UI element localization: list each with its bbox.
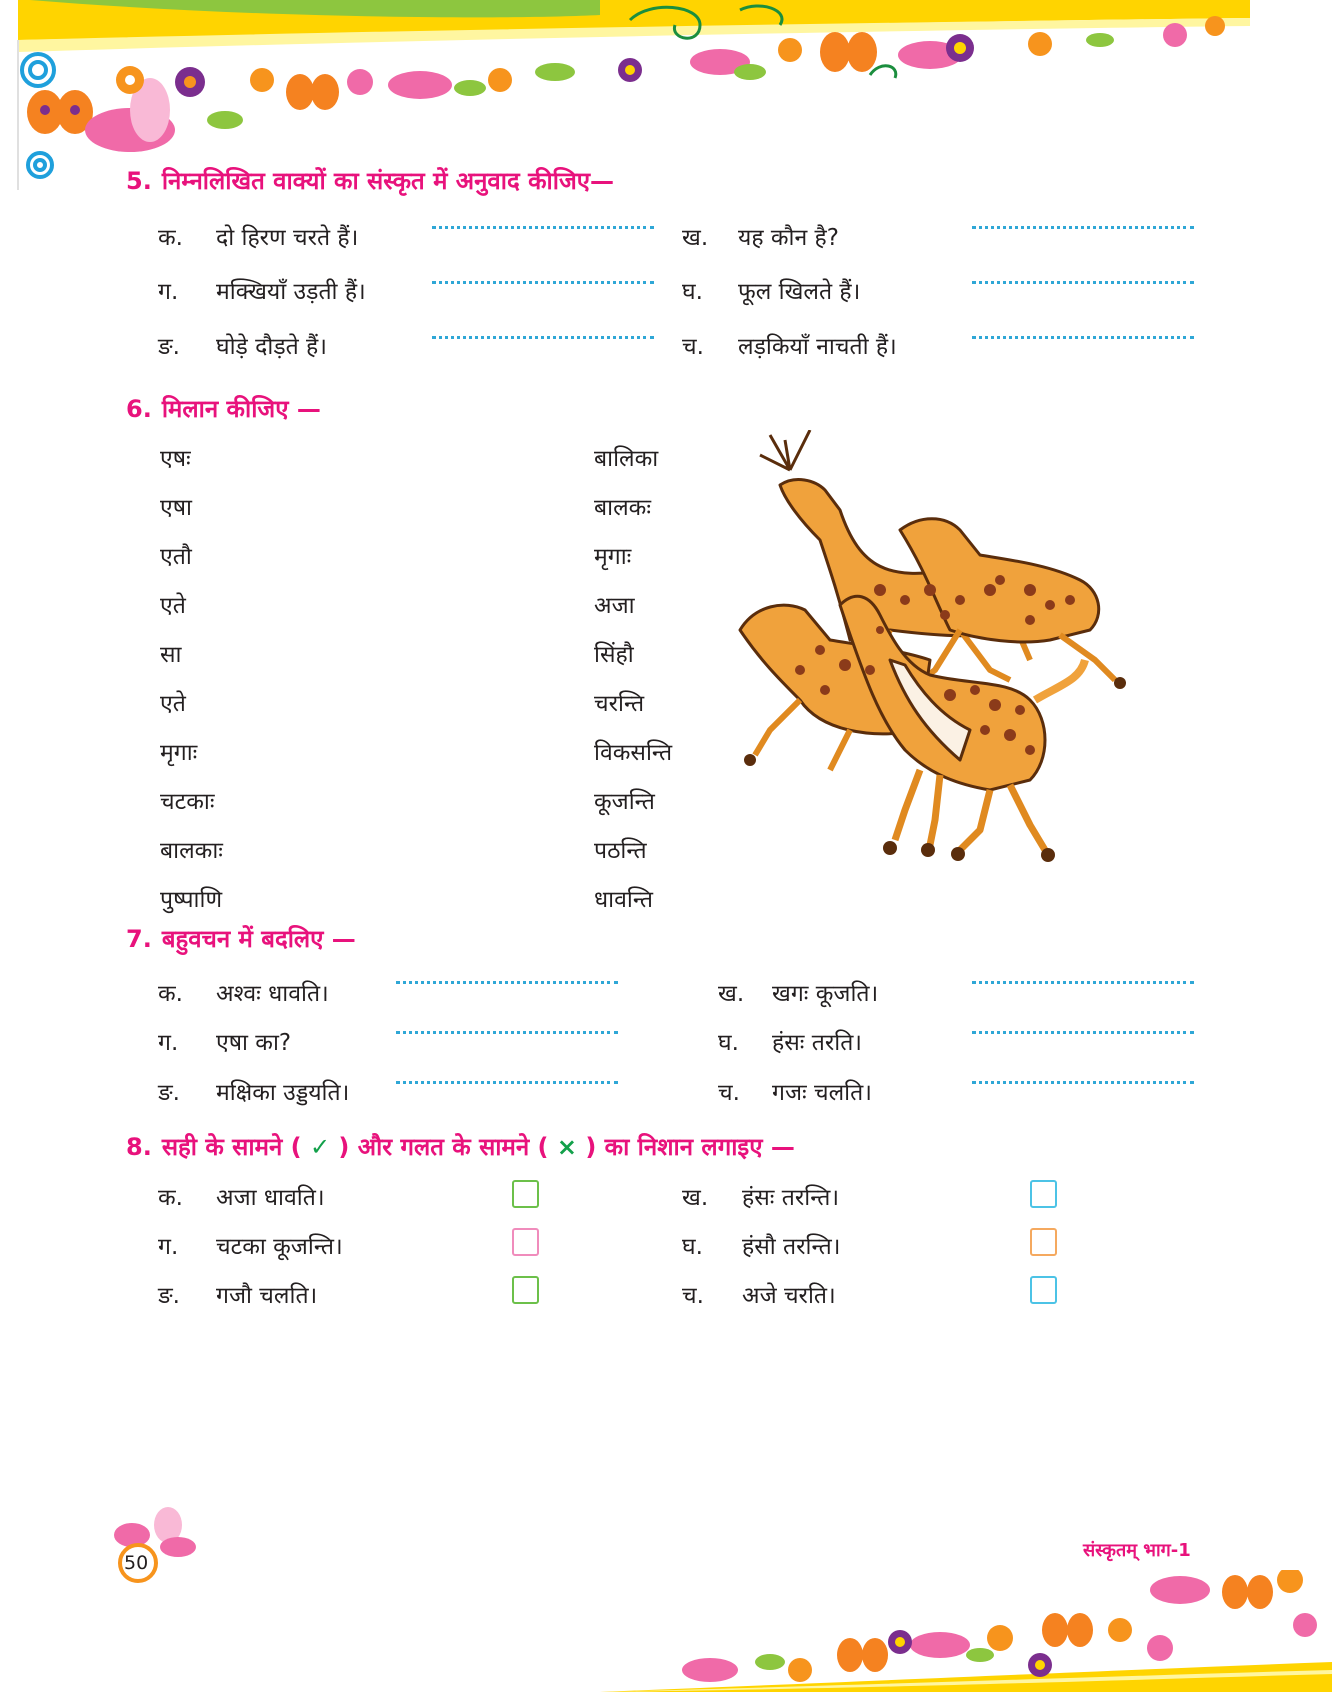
match-left-item[interactable]: एते	[160, 691, 186, 717]
bottom-decorative-banner	[600, 1570, 1332, 1692]
match-right-item[interactable]: धावन्ति	[594, 887, 654, 913]
q5-item-text: लड़कियाँ नाचती हैं।	[738, 334, 897, 360]
answer-line[interactable]	[432, 336, 654, 339]
q5-item-marker: घ.	[682, 279, 703, 305]
q8-item-marker: ङ.	[158, 1283, 180, 1309]
q8-item-text: चटका कूजन्ति।	[216, 1234, 343, 1260]
match-right-item[interactable]: विकसन्ति	[594, 740, 673, 766]
q8-title-b: ) और गलत के सामने (	[338, 1133, 549, 1161]
answer-line[interactable]	[972, 281, 1194, 284]
q7-item-marker: च.	[718, 1080, 740, 1106]
q5-item-text: दो हिरण चरते हैं।	[216, 225, 359, 251]
q7-item-text: हंसः तरति।	[772, 1030, 863, 1056]
answer-line[interactable]	[396, 1081, 618, 1084]
q5-item-marker: च.	[682, 334, 704, 360]
answer-line[interactable]	[432, 226, 654, 229]
answer-line[interactable]	[972, 226, 1194, 229]
q8-item-marker: ख.	[682, 1185, 709, 1211]
match-left-item[interactable]: पुष्पाणि	[160, 887, 223, 913]
q7-item-marker: ग.	[158, 1030, 179, 1056]
answer-line[interactable]	[396, 981, 618, 984]
match-right-item[interactable]: अजा	[594, 593, 635, 619]
q7-item-marker: ख.	[718, 981, 745, 1007]
q8-item-text: हंसः तरन्ति।	[742, 1185, 840, 1211]
q8-item-text: अजे चरति।	[742, 1283, 836, 1309]
q6-heading	[126, 392, 321, 425]
q7-item-text: एषा का?	[216, 1030, 292, 1056]
answer-line[interactable]	[972, 1031, 1194, 1034]
match-left-item[interactable]: बालकाः	[160, 838, 223, 864]
q5-item-marker: क.	[158, 225, 183, 251]
match-left-item[interactable]: एतौ	[160, 544, 192, 570]
answer-checkbox[interactable]	[512, 1228, 539, 1256]
q8-title-c: ) का निशान लगाइए —	[585, 1133, 795, 1161]
leaf-icon	[207, 33, 1114, 129]
q5-item-text: घोड़े दौड़ते हैं।	[216, 334, 327, 360]
answer-checkbox[interactable]	[1030, 1276, 1057, 1304]
answer-line[interactable]	[972, 1081, 1194, 1084]
answer-checkbox[interactable]	[512, 1180, 539, 1208]
q5-item-text: मक्खियाँ उड़ती हैं।	[216, 279, 366, 305]
q7-heading	[126, 922, 356, 955]
q8-item-marker: घ.	[682, 1234, 703, 1260]
match-right-item[interactable]: मृगाः	[594, 544, 632, 570]
q8-item-marker: च.	[682, 1283, 704, 1309]
q8-item-text: अजा धावति।	[216, 1185, 325, 1211]
q5-item-marker: ङ.	[158, 334, 180, 360]
page-number: 50	[124, 1552, 149, 1574]
q7-item-text: अश्वः धावति।	[216, 981, 329, 1007]
q5-item-text: फूल खिलते हैं।	[738, 279, 861, 305]
match-right-item[interactable]: सिंहौ	[594, 642, 634, 668]
match-right-item[interactable]: चरन्ति	[594, 691, 645, 717]
q6-number: 6.	[126, 395, 152, 423]
q7-number: 7.	[126, 925, 152, 953]
q8-item-marker: ग.	[158, 1234, 179, 1260]
q8-title-a: सही के सामने (	[161, 1133, 302, 1161]
answer-checkbox[interactable]	[512, 1276, 539, 1304]
q5-item-marker: ख.	[682, 225, 709, 251]
match-right-item[interactable]: बालकः	[594, 495, 651, 521]
q7-item-text: खगः कूजति।	[772, 981, 879, 1007]
q5-item-marker: ग.	[158, 279, 179, 305]
q5-title: निम्नलिखित वाक्यों का संस्कृत में अनुवाद कीजिए—	[161, 167, 615, 195]
answer-line[interactable]	[972, 981, 1194, 984]
answer-checkbox[interactable]	[1030, 1180, 1057, 1208]
q5-number: 5.	[126, 167, 152, 195]
book-title: संस्कृतम् भाग-1	[1083, 1540, 1191, 1561]
q7-item-marker: क.	[158, 981, 183, 1007]
match-left-item[interactable]: एषा	[160, 495, 192, 521]
q8-heading	[126, 1130, 795, 1163]
match-left-item[interactable]: एते	[160, 593, 186, 619]
q7-item-text: गजः चलति।	[772, 1080, 872, 1106]
answer-line[interactable]	[972, 336, 1194, 339]
answer-line[interactable]	[396, 1031, 618, 1034]
q8-item-marker: क.	[158, 1185, 183, 1211]
q5-heading	[126, 164, 614, 197]
answer-line[interactable]	[432, 281, 654, 284]
q8-item-text: हंसौ तरन्ति।	[742, 1234, 841, 1260]
check-mark-icon: ✓	[309, 1133, 331, 1161]
match-left-item[interactable]: चटकाः	[160, 789, 215, 815]
match-left-item[interactable]: एषः	[160, 446, 191, 472]
deer-illustration	[730, 430, 1200, 900]
answer-checkbox[interactable]	[1030, 1228, 1057, 1256]
q5-item-text: यह कौन है?	[738, 225, 839, 251]
q8-item-text: गजौ चलति।	[216, 1283, 318, 1309]
q7-title: बहुवचन में बदलिए —	[161, 925, 356, 953]
q7-item-marker: ङ.	[158, 1080, 180, 1106]
match-left-item[interactable]: सा	[160, 642, 182, 668]
q6-title: मिलान कीजिए —	[161, 395, 321, 423]
match-right-item[interactable]: कूजन्ति	[594, 789, 655, 815]
q8-number: 8.	[126, 1133, 152, 1161]
q7-item-text: मक्षिका उड्डयति।	[216, 1080, 350, 1106]
match-right-item[interactable]: पठन्ति	[594, 838, 647, 864]
cross-mark-icon: ×	[556, 1133, 577, 1161]
q7-item-marker: घ.	[718, 1030, 739, 1056]
match-left-item[interactable]: मृगाः	[160, 740, 198, 766]
match-right-item[interactable]: बालिका	[594, 446, 659, 472]
